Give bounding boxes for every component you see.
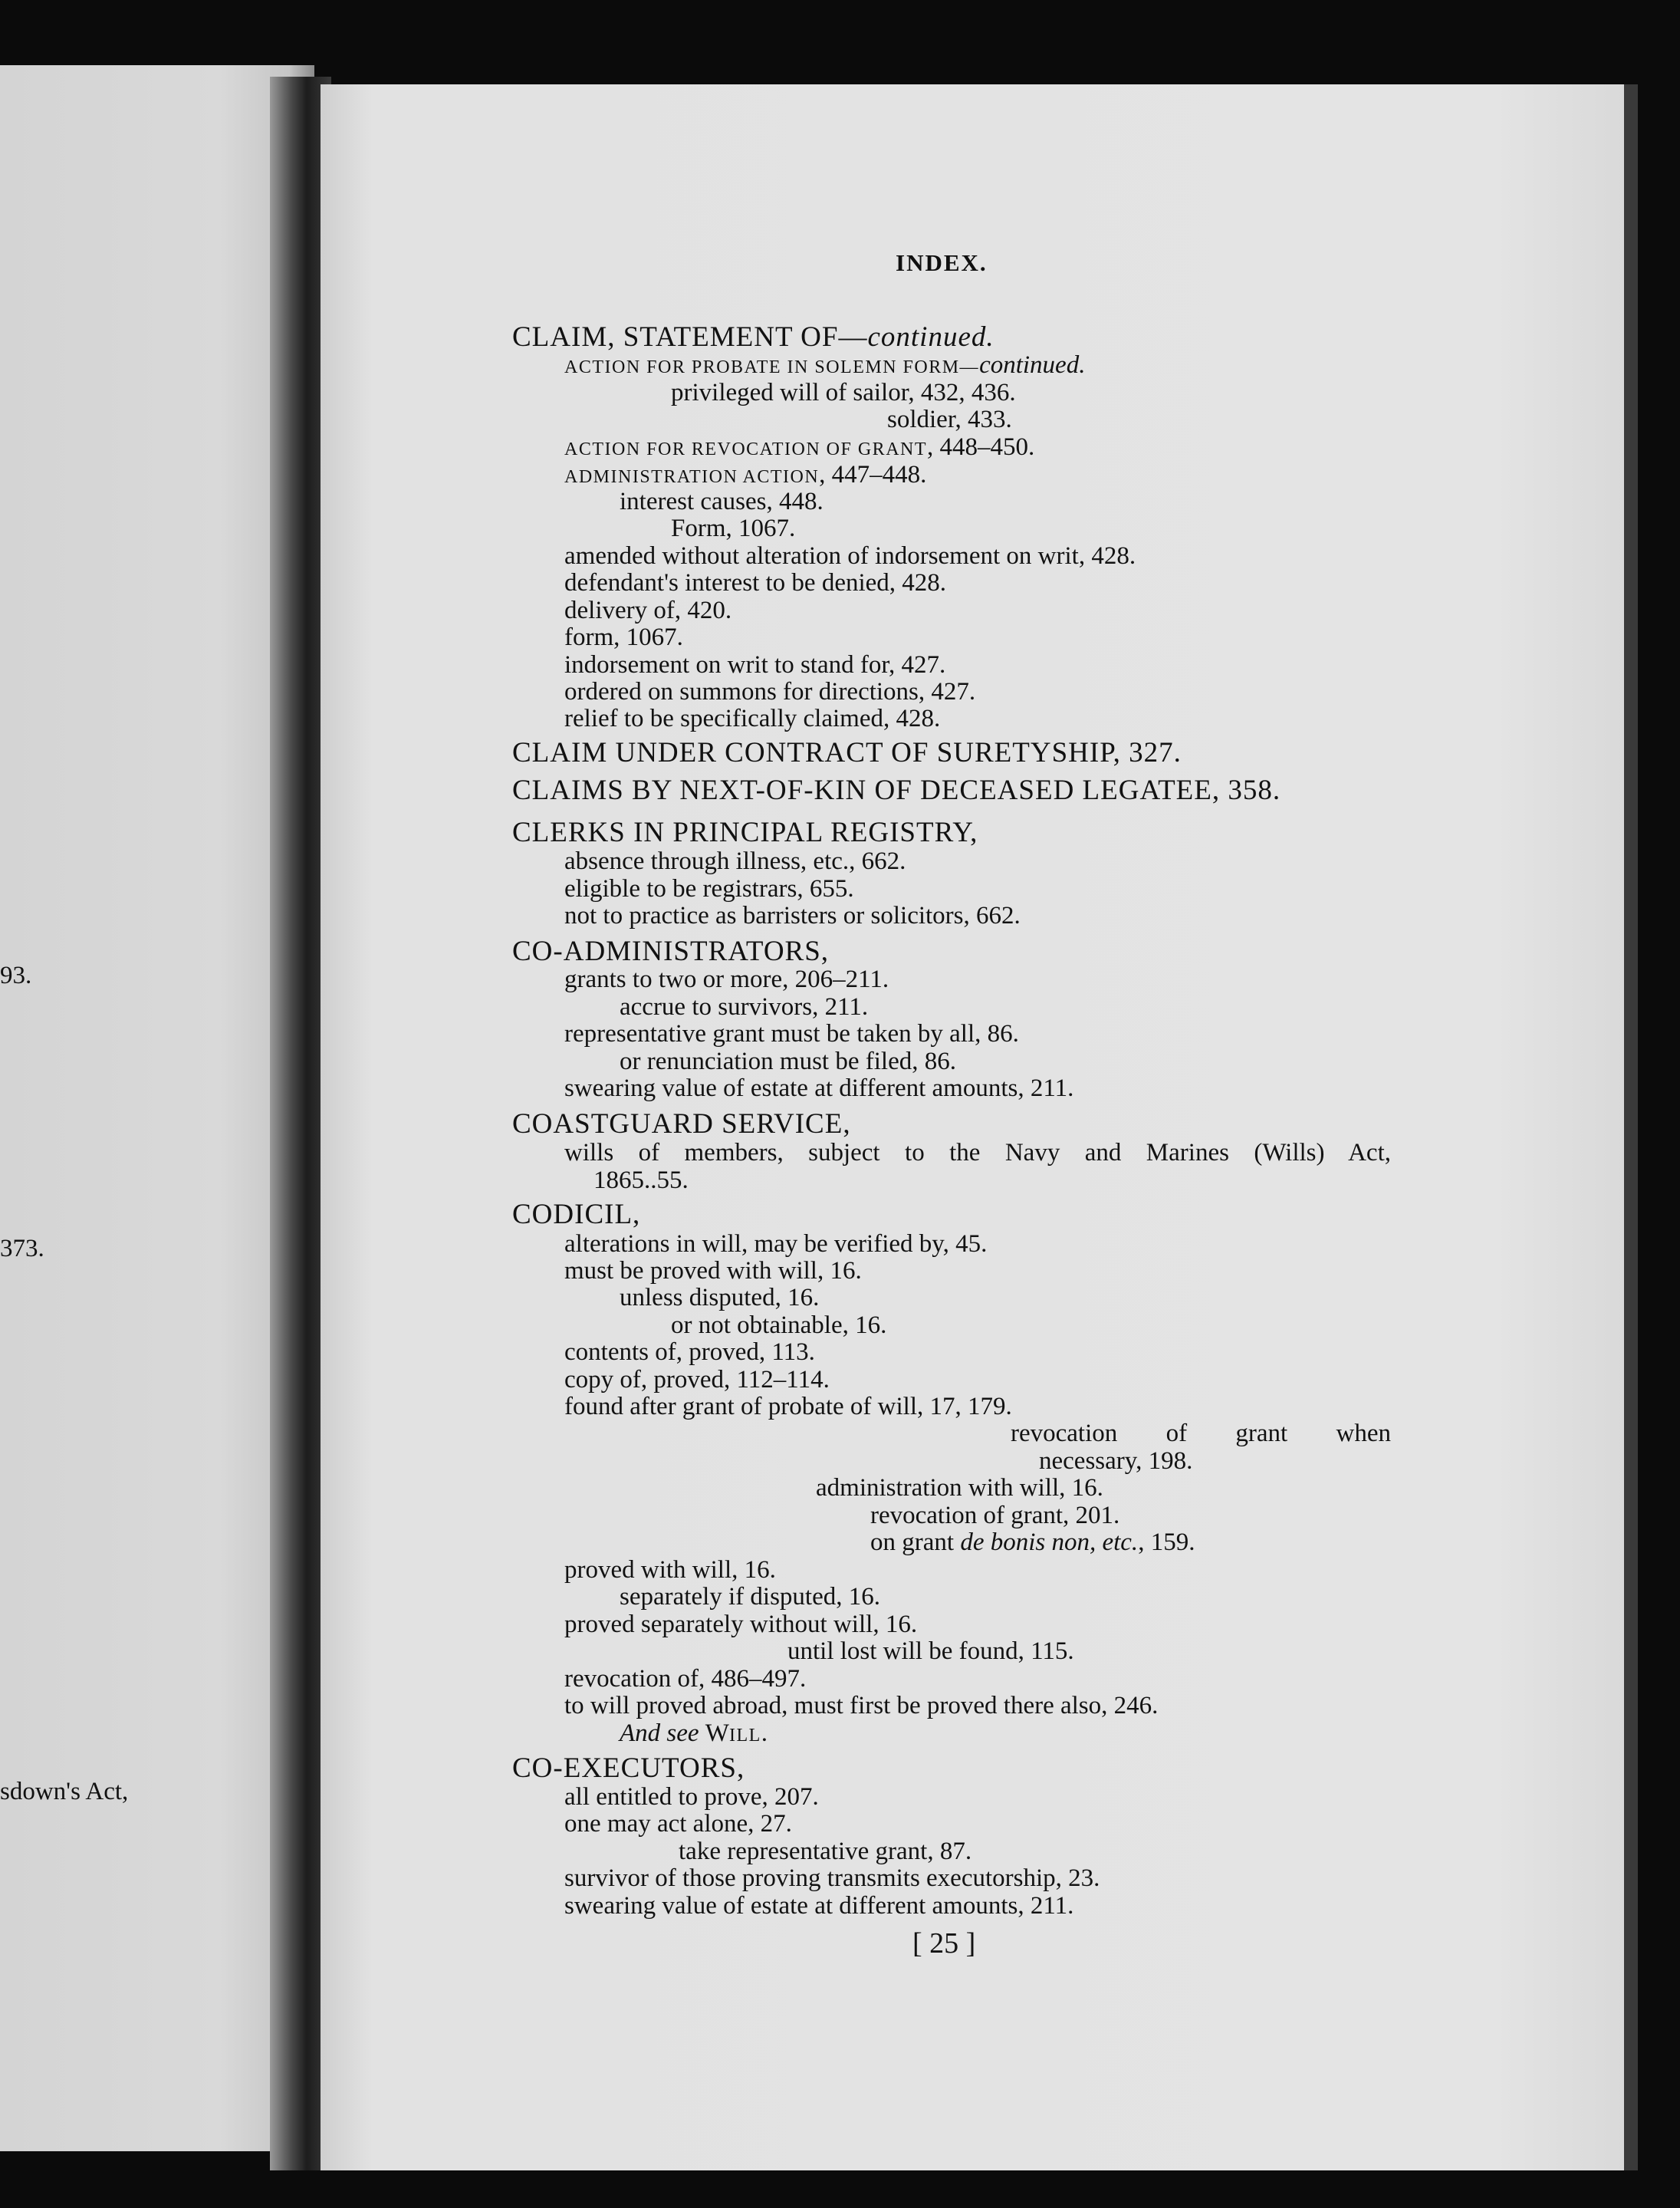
index-entry: representative grant must be taken by all, 86. xyxy=(564,1020,1019,1048)
index-heading: CO-EXECUTORS, xyxy=(512,1752,745,1784)
index-entry: interest causes, 448. xyxy=(620,488,824,515)
page-number: [ 25 ] xyxy=(912,1927,976,1960)
index-entry: form, 1067. xyxy=(564,624,683,651)
index-entry: administration with will, 16. xyxy=(816,1474,1103,1502)
index-entry: wills of members, subject to the Navy and Marines (Wills) Act, xyxy=(564,1139,1391,1167)
index-entry: indorsement on writ to stand for, 427. xyxy=(564,651,946,679)
index-entry: necessary, 198. xyxy=(1039,1447,1193,1475)
left-page-fragment: 373. xyxy=(0,1235,44,1262)
index-entry: relief to be specifically claimed, 428. xyxy=(564,705,941,732)
index-subheading: ACTION FOR PROBATE IN SOLEMN FORM—continued. xyxy=(564,351,1086,379)
index-entry: separately if disputed, 16. xyxy=(620,1583,880,1611)
index-entry: 1865..55. xyxy=(593,1167,689,1194)
index-entry: accrue to survivors, 211. xyxy=(620,993,869,1021)
index-heading: CLERKS IN PRINCIPAL REGISTRY, xyxy=(512,817,978,848)
index-heading: CLAIM UNDER CONTRACT OF SURETYSHIP, 327. xyxy=(512,737,1182,768)
index-entry: eligible to be registrars, 655. xyxy=(564,875,854,903)
index-entry: unless disputed, 16. xyxy=(620,1284,820,1311)
index-entry: until lost will be found, 115. xyxy=(787,1637,1074,1665)
left-page-fragment: 93. xyxy=(0,962,32,989)
index-entry: or not obtainable, 16. xyxy=(671,1311,887,1339)
index-entry: delivery of, 420. xyxy=(564,597,732,624)
index-entry: must be proved with will, 16. xyxy=(564,1257,862,1285)
index-entry: amended without alteration of indorsement on writ, 428. xyxy=(564,542,1136,570)
left-page-fragment: sdown's Act, xyxy=(0,1778,129,1805)
index-entry: revocation of grant, 201. xyxy=(870,1502,1120,1529)
index-entry: proved separately without will, 16. xyxy=(564,1611,918,1638)
index-entry: contents of, proved, 113. xyxy=(564,1338,815,1366)
index-subheading: ADMINISTRATION ACTION, 447–448. xyxy=(564,461,927,489)
index-entry: absence through illness, etc., 662. xyxy=(564,847,906,875)
index-entry: copy of, proved, 112–114. xyxy=(564,1366,830,1394)
index-entry: soldier, 433. xyxy=(887,406,1012,433)
index-heading: CLAIM, STATEMENT OF—continued. xyxy=(512,321,995,353)
index-entry: Form, 1067. xyxy=(671,515,796,542)
index-entry: revocation of grant when xyxy=(1011,1420,1391,1447)
index-heading: CO-ADMINISTRATORS, xyxy=(512,936,830,967)
index-entry: or renunciation must be filed, 86. xyxy=(620,1048,956,1075)
index-entry: all entitled to prove, 207. xyxy=(564,1783,819,1811)
index-entry: found after grant of probate of will, 17, 179. xyxy=(564,1393,1012,1420)
index-cross-reference: And see WILL. xyxy=(620,1719,768,1747)
index-entry: take representative grant, 87. xyxy=(679,1838,972,1865)
page-header: INDEX. xyxy=(896,249,988,276)
index-entry: proved with will, 16. xyxy=(564,1556,776,1584)
index-entry: swearing value of estate at different amounts, 211. xyxy=(564,1892,1074,1920)
index-heading: CODICIL, xyxy=(512,1199,641,1230)
index-heading: CLAIMS BY NEXT-OF-KIN OF DECEASED LEGATEE, 358. xyxy=(512,775,1281,806)
index-entry: defendant's interest to be denied, 428. xyxy=(564,569,947,597)
index-entry: grants to two or more, 206–211. xyxy=(564,966,889,993)
index-entry: alterations in will, may be verified by, 45. xyxy=(564,1230,988,1258)
left-page xyxy=(0,65,314,2151)
index-entry: privileged will of sailor, 432, 436. xyxy=(671,379,1016,406)
index-subheading: ACTION FOR REVOCATION OF GRANT, 448–450. xyxy=(564,433,1035,461)
index-entry: to will proved abroad, must first be proved there also, 246. xyxy=(564,1692,1159,1719)
index-entry: swearing value of estate at different amounts, 211. xyxy=(564,1074,1074,1102)
index-entry: on grant de bonis non, etc., 159. xyxy=(870,1528,1195,1556)
index-entry: survivor of those proving transmits executorship, 23. xyxy=(564,1864,1100,1892)
index-entry: ordered on summons for directions, 427. xyxy=(564,678,976,706)
index-entry: not to practice as barristers or solicitors, 662. xyxy=(564,902,1021,930)
index-heading: COASTGUARD SERVICE, xyxy=(512,1108,851,1140)
index-entry: revocation of, 486–497. xyxy=(564,1665,807,1693)
index-entry: one may act alone, 27. xyxy=(564,1810,792,1838)
